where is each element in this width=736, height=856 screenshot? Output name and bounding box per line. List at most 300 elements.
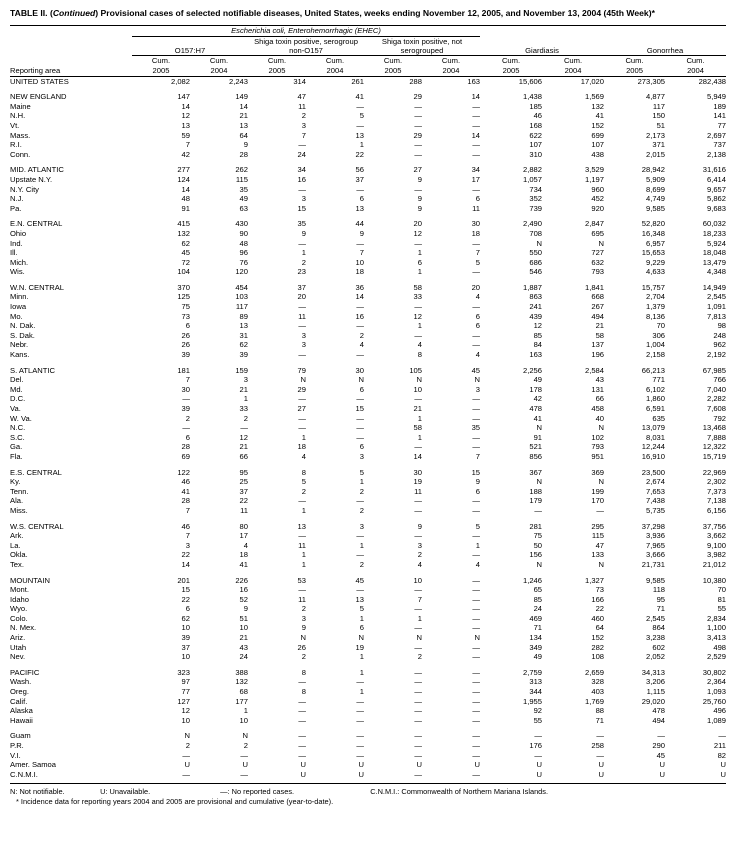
row-cell: 16,348 xyxy=(641,228,666,238)
col-gonorrhea-2004 xyxy=(665,56,726,76)
header-blank-giardiasis xyxy=(480,26,604,37)
row-cell: — xyxy=(298,394,306,404)
row-cell: — xyxy=(596,750,605,760)
row-cell: 64 xyxy=(595,623,605,633)
row-cell: 29 xyxy=(413,92,422,102)
table-row xyxy=(10,623,726,633)
row-cell: 9 xyxy=(301,228,306,238)
row-cell: 686 xyxy=(529,257,543,267)
row-cell: 52 xyxy=(239,594,248,604)
row-cell: 2,847 xyxy=(585,219,605,229)
row-cell: 2 xyxy=(359,330,364,340)
row-cell: — xyxy=(356,120,364,130)
table-row xyxy=(10,150,726,160)
row-cell: 3,662 xyxy=(707,531,727,541)
row-cell: — xyxy=(298,531,306,541)
col-giardiasis-2005 xyxy=(480,56,542,76)
row-cell: 159 xyxy=(235,365,248,375)
row-cell: 7,653 xyxy=(646,486,666,496)
table-row xyxy=(10,760,726,770)
fn-not-notifiable: N: Not notifiable. xyxy=(10,787,65,797)
row-cell: 8 xyxy=(301,467,306,477)
table-row xyxy=(10,706,726,716)
row-area-label: Tenn. xyxy=(10,486,29,496)
row-cell: 46 xyxy=(181,521,190,531)
row-cell: 21 xyxy=(413,404,422,413)
row-cell: 7,965 xyxy=(646,540,666,550)
row-cell: 521 xyxy=(529,442,543,452)
table-row xyxy=(10,331,726,341)
row-cell: — xyxy=(472,575,481,585)
row-cell: 64 xyxy=(239,130,248,140)
row-cell: — xyxy=(414,330,422,340)
row-cell: 88 xyxy=(595,706,605,716)
row-cell: — xyxy=(356,238,364,248)
row-cell: 18 xyxy=(355,267,364,277)
row-cell: 9,229 xyxy=(646,257,666,267)
row-cell: — xyxy=(298,677,306,687)
row-cell: 82 xyxy=(717,750,727,760)
row-cell: 2 xyxy=(185,413,190,423)
row-area-label: Ark. xyxy=(10,531,24,541)
row-area-label: N.J. xyxy=(10,194,24,204)
row-cell: 80 xyxy=(239,521,248,531)
row-cell: 1 xyxy=(359,687,364,697)
row-cell: 39 xyxy=(181,404,190,413)
row-cell: 4 xyxy=(243,540,248,550)
row-cell: 2 xyxy=(359,559,364,569)
table-row xyxy=(10,102,726,112)
cum-label: Cum. xyxy=(267,56,287,66)
row-cell: 41 xyxy=(355,92,364,102)
year-label: 2004 xyxy=(442,66,460,75)
row-cell: 62 xyxy=(239,340,248,350)
row-cell: — xyxy=(414,642,422,652)
row-cell: 2 xyxy=(417,550,422,560)
row-cell: — xyxy=(472,613,481,623)
row-cell: 4 xyxy=(475,350,481,360)
row-area-label: Upstate N.Y. xyxy=(10,174,53,184)
row-cell: 13 xyxy=(239,321,248,331)
row-cell: — xyxy=(472,652,481,662)
table-row xyxy=(10,633,726,643)
row-cell: 29 xyxy=(413,130,422,140)
row-cell: 45 xyxy=(471,365,481,375)
row-cell: 71 xyxy=(533,623,543,633)
row-cell: 170 xyxy=(591,496,605,506)
row-cell: 3 xyxy=(359,451,364,461)
row-cell: 22 xyxy=(595,604,605,614)
table-row xyxy=(10,751,726,761)
row-cell: 494 xyxy=(591,311,605,321)
row-cell: 13 xyxy=(355,203,364,213)
row-cell: 4,348 xyxy=(707,267,727,277)
row-cell: U xyxy=(598,769,605,779)
row-cell: 2,545 xyxy=(707,292,727,302)
row-cell: — xyxy=(182,769,190,779)
row-cell: 16,910 xyxy=(641,451,666,461)
title-suffix: ) Provisional cases of selected notifiable diseases, United States, weeks ending November 12, 2005, and November 13, 2004 (45th Week)* xyxy=(95,8,655,18)
row-cell: U xyxy=(720,769,727,779)
row-cell: 328 xyxy=(591,677,605,687)
row-area-label: Oreg. xyxy=(10,687,29,697)
footnote-abbreviations xyxy=(10,787,726,797)
row-cell: 2,243 xyxy=(228,76,248,86)
row-cell: 13,468 xyxy=(702,423,727,433)
row-cell: — xyxy=(356,531,364,541)
row-cell: N xyxy=(536,423,543,433)
row-cell: 23,500 xyxy=(641,467,666,477)
row-cell: 1 xyxy=(359,477,364,487)
row-cell: 1,569 xyxy=(585,92,605,102)
row-cell: 18 xyxy=(471,228,481,238)
row-cell: — xyxy=(414,531,422,541)
table-row xyxy=(10,477,726,487)
table-row xyxy=(10,731,726,741)
row-cell: 1,093 xyxy=(707,687,727,697)
row-cell: 18 xyxy=(239,550,248,560)
row-cell: — xyxy=(472,302,481,312)
row-cell: 248 xyxy=(713,330,727,340)
row-cell: 9 xyxy=(417,521,422,531)
row-cell: 34 xyxy=(471,165,481,175)
row-area-label: C.N.M.I. xyxy=(10,769,38,779)
table-row xyxy=(10,185,726,195)
row-cell: 15 xyxy=(355,404,364,413)
row-cell: 30,802 xyxy=(702,667,727,677)
row-cell: 2 xyxy=(243,413,248,423)
table-row xyxy=(10,267,726,277)
row-area-label: W.N. CENTRAL xyxy=(10,282,65,292)
table-row xyxy=(10,404,726,414)
ehec-group-header: Escherichia coli, Enterohemorrhagic (EHEC) xyxy=(132,26,480,37)
row-cell: 6 xyxy=(185,604,190,614)
row-cell: 7 xyxy=(475,451,481,461)
row-cell: 17 xyxy=(239,531,248,541)
row-cell: 1 xyxy=(301,432,306,442)
row-cell: 37 xyxy=(181,642,190,652)
row-cell: 864 xyxy=(652,623,666,633)
row-cell: 16 xyxy=(239,585,248,595)
row-area-label: Ga. xyxy=(10,442,23,452)
row-cell: U xyxy=(536,760,543,770)
row-cell: — xyxy=(298,413,306,423)
row-cell: 4,749 xyxy=(646,194,666,204)
row-cell: 120 xyxy=(235,267,248,277)
row-cell: 70 xyxy=(656,321,666,331)
row-cell: — xyxy=(596,731,605,741)
row-area-label: Ky. xyxy=(10,477,21,487)
row-cell: 22,969 xyxy=(702,467,727,477)
row-cell: 10 xyxy=(181,652,190,662)
col-shiga-non-o157-2005 xyxy=(248,56,306,76)
row-area-label: Wash. xyxy=(10,677,32,687)
col-shiga-not-serogrouped-2004 xyxy=(422,56,480,76)
row-cell: 72 xyxy=(181,257,190,267)
row-cell: 37 xyxy=(239,486,248,496)
row-cell: 460 xyxy=(591,613,605,623)
table-row xyxy=(10,595,726,605)
row-cell: 7 xyxy=(475,248,481,258)
header-blank-2 xyxy=(10,36,132,56)
row-cell: — xyxy=(356,432,364,442)
row-cell: 9 xyxy=(417,194,422,204)
row-cell: 458 xyxy=(591,404,605,413)
row-cell: 281 xyxy=(529,521,543,531)
reporting-area-header: Reporting area xyxy=(10,66,61,75)
cum-label: Cum. xyxy=(441,56,461,66)
row-cell: 19 xyxy=(413,477,422,487)
row-cell: 313 xyxy=(529,677,543,687)
row-cell: 12,322 xyxy=(702,442,727,452)
row-cell: 10 xyxy=(355,257,364,267)
row-cell: 27 xyxy=(297,404,306,413)
row-cell: 92 xyxy=(533,706,543,716)
row-area-label: Nebr. xyxy=(10,340,29,350)
group-giardiasis: Giardiasis xyxy=(480,36,604,56)
row-cell: 4 xyxy=(417,340,422,350)
row-area-label: P.R. xyxy=(10,741,24,750)
row-cell: U xyxy=(598,760,605,770)
row-area-label: Mass. xyxy=(10,130,31,140)
row-cell: N xyxy=(474,375,481,385)
row-cell: — xyxy=(298,731,306,741)
table-row xyxy=(10,433,726,443)
row-area-label: Ala. xyxy=(10,496,24,506)
table-row xyxy=(10,292,726,302)
row-cell: 97 xyxy=(181,677,190,687)
row-cell: 48 xyxy=(239,238,248,248)
row-cell: 9,585 xyxy=(646,203,666,213)
row-cell: — xyxy=(356,184,364,194)
table-row xyxy=(10,496,726,506)
row-cell: 12 xyxy=(413,311,422,321)
row-cell: 211 xyxy=(713,741,727,750)
row-cell: 8,136 xyxy=(646,311,666,321)
row-cell: 51 xyxy=(239,613,248,623)
row-cell: 104 xyxy=(177,267,190,277)
table-row xyxy=(10,677,726,687)
row-cell: 282,438 xyxy=(698,76,727,86)
row-cell: 21 xyxy=(239,442,248,452)
row-cell: 1,091 xyxy=(707,302,727,312)
row-cell: 25,760 xyxy=(702,696,727,706)
row-cell: 1,379 xyxy=(646,302,666,312)
row-cell: 5,735 xyxy=(646,505,666,515)
col-gonorrhea-2005 xyxy=(604,56,665,76)
row-cell: 60,032 xyxy=(702,219,727,229)
row-cell: — xyxy=(298,496,306,506)
row-area-label: Fla. xyxy=(10,451,23,461)
row-cell: — xyxy=(356,423,364,433)
row-cell: — xyxy=(240,769,248,779)
year-label: 2005 xyxy=(268,66,286,75)
row-cell: — xyxy=(472,769,481,779)
row-cell: 33 xyxy=(239,404,248,413)
row-cell: 12 xyxy=(181,706,190,716)
row-cell: 12 xyxy=(181,111,190,121)
row-cell: 11 xyxy=(472,203,481,213)
table-body xyxy=(10,76,726,779)
row-cell: 2,158 xyxy=(646,350,666,360)
row-cell: 18,048 xyxy=(702,248,727,258)
row-cell: 27 xyxy=(413,165,422,175)
table-row xyxy=(10,423,726,433)
row-cell: 1,327 xyxy=(585,575,605,585)
row-cell: — xyxy=(356,715,364,725)
row-cell: 668 xyxy=(591,292,605,302)
row-cell: 28 xyxy=(239,149,248,159)
row-cell: 6 xyxy=(359,384,364,394)
col-shiga-non-o157-2004 xyxy=(306,56,364,76)
row-cell: 95 xyxy=(239,467,248,477)
row-cell: 2,704 xyxy=(646,292,666,302)
row-area-label: Ohio xyxy=(10,228,27,238)
row-cell: U xyxy=(300,769,306,779)
row-cell: 29,020 xyxy=(641,696,666,706)
table-row xyxy=(10,487,726,497)
row-cell: 9 xyxy=(417,174,422,184)
row-cell: 1,887 xyxy=(523,282,543,292)
row-cell: 56 xyxy=(355,165,364,175)
row-cell: 6,156 xyxy=(707,505,727,515)
row-cell: 371 xyxy=(652,140,666,150)
row-cell: 1 xyxy=(359,540,364,550)
row-cell: — xyxy=(356,585,364,595)
row-cell: — xyxy=(472,111,481,121)
table-row xyxy=(10,312,726,322)
row-area-label: Va. xyxy=(10,404,21,413)
cum-label: Cum. xyxy=(501,56,521,66)
row-area-label: Iowa xyxy=(10,302,27,312)
row-cell: 75 xyxy=(533,531,543,541)
row-cell: — xyxy=(298,585,306,595)
fn-unavailable: U: Unavailable. xyxy=(100,787,151,797)
row-cell: 49 xyxy=(533,375,543,385)
row-cell: 2 xyxy=(185,741,190,750)
row-cell: — xyxy=(472,585,481,595)
row-cell: 73 xyxy=(181,311,190,321)
row-cell: 25 xyxy=(239,477,248,487)
table-row xyxy=(10,131,726,141)
row-cell: 30 xyxy=(181,384,190,394)
row-area-label: Kans. xyxy=(10,350,30,360)
row-cell: 3 xyxy=(417,540,422,550)
table-row xyxy=(10,194,726,204)
row-area-label: Ill. xyxy=(10,248,18,258)
row-cell: 66,213 xyxy=(641,365,666,375)
row-cell: 8,699 xyxy=(646,184,666,194)
row-cell: 793 xyxy=(591,267,605,277)
row-cell: — xyxy=(182,750,190,760)
row-cell: 14 xyxy=(471,92,481,102)
row-cell: 95 xyxy=(656,594,666,604)
row-cell: — xyxy=(472,750,481,760)
row-cell: U xyxy=(474,760,481,770)
row-cell: 35 xyxy=(297,219,306,229)
row-cell: — xyxy=(472,531,481,541)
row-cell: 122 xyxy=(177,467,190,477)
row-cell: 13,079 xyxy=(641,423,666,433)
row-cell: 15,719 xyxy=(702,451,727,461)
year-label: 2005 xyxy=(152,66,170,75)
row-cell: 496 xyxy=(713,706,727,716)
row-cell: — xyxy=(414,604,422,614)
row-cell: 1 xyxy=(243,706,248,716)
row-cell: 7 xyxy=(301,130,306,140)
row-cell: — xyxy=(356,696,364,706)
row-cell: N xyxy=(242,731,248,741)
row-cell: — xyxy=(298,741,306,750)
col-shiga-not-serogrouped-2005 xyxy=(364,56,422,76)
row-cell: 13,479 xyxy=(702,257,727,267)
row-cell: 185 xyxy=(529,101,543,111)
row-cell: — xyxy=(472,340,481,350)
row-cell: 105 xyxy=(409,365,422,375)
row-cell: — xyxy=(356,706,364,716)
row-cell: 21 xyxy=(595,321,605,331)
row-cell: 1,100 xyxy=(707,623,727,633)
row-cell: 41 xyxy=(239,559,248,569)
row-cell: 156 xyxy=(529,550,543,560)
row-cell: 152 xyxy=(591,120,605,130)
row-cell: 15,653 xyxy=(641,248,666,258)
cum-label: Cum. xyxy=(325,56,345,66)
row-cell: 89 xyxy=(239,311,248,321)
row-area-label: MOUNTAIN xyxy=(10,575,50,585)
row-cell: 1 xyxy=(301,550,306,560)
row-cell: — xyxy=(356,550,364,560)
row-cell: 2,256 xyxy=(523,365,543,375)
row-cell: 546 xyxy=(529,267,543,277)
row-cell: 31 xyxy=(239,330,248,340)
row-area-label: Del. xyxy=(10,375,24,385)
row-cell: 10 xyxy=(413,384,422,394)
row-cell: — xyxy=(472,604,481,614)
row-cell: 2,282 xyxy=(707,394,727,404)
row-cell: 108 xyxy=(591,652,605,662)
row-cell: — xyxy=(414,238,422,248)
row-cell: 7 xyxy=(185,375,190,385)
row-cell: 7 xyxy=(185,505,190,515)
row-cell: 1,115 xyxy=(646,687,666,697)
row-cell: 37 xyxy=(355,174,364,184)
row-area-label: Utah xyxy=(10,642,27,652)
row-cell: 10 xyxy=(181,623,190,633)
row-cell: — xyxy=(298,238,306,248)
row-cell: 9 xyxy=(359,228,364,238)
row-cell: 15 xyxy=(181,585,190,595)
table-row xyxy=(10,92,726,102)
row-cell: — xyxy=(182,394,190,404)
table-row xyxy=(10,175,726,185)
row-cell: 79 xyxy=(297,365,306,375)
row-cell: 6 xyxy=(475,311,481,321)
row-area-label: Okla. xyxy=(10,550,28,560)
row-cell: — xyxy=(472,623,481,633)
row-area-label: La. xyxy=(10,540,21,550)
row-cell: 3,982 xyxy=(707,550,727,560)
row-cell: U xyxy=(416,760,422,770)
row-cell: 4,877 xyxy=(646,92,666,102)
row-cell: 11 xyxy=(414,486,422,496)
row-cell: 19 xyxy=(355,642,364,652)
row-cell: 695 xyxy=(591,228,605,238)
row-cell: — xyxy=(472,238,481,248)
row-cell: 6 xyxy=(475,194,481,204)
row-cell: 7,438 xyxy=(646,496,666,506)
row-area-label: Md. xyxy=(10,384,23,394)
